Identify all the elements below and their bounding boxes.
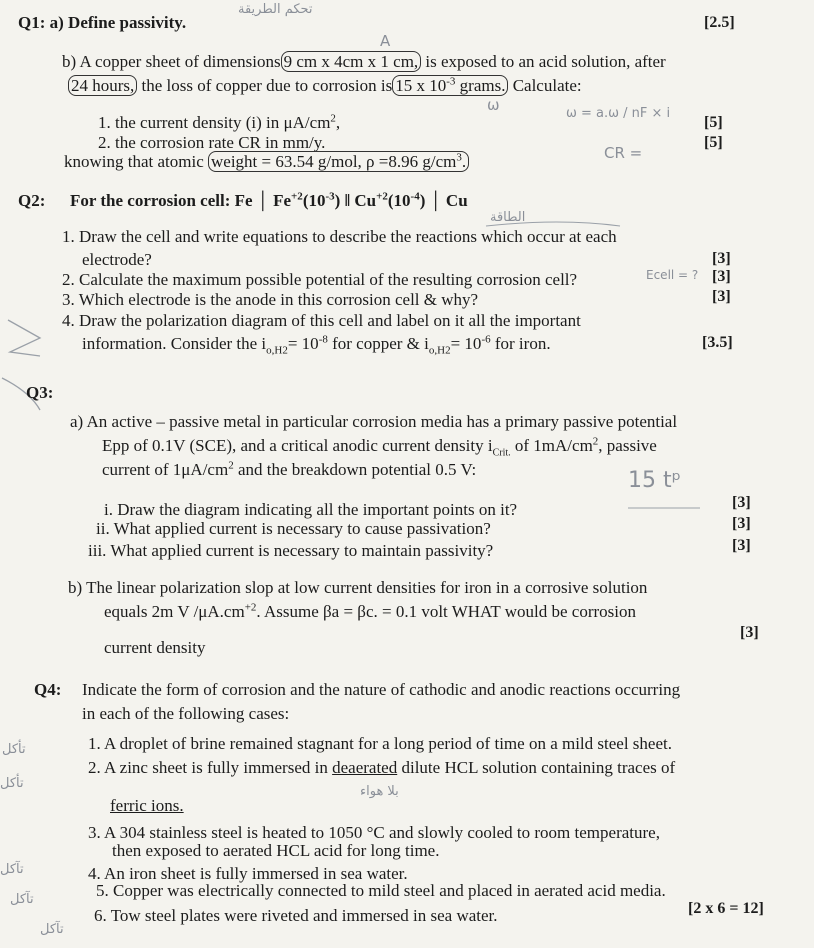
q3a-line2 <box>102 435 657 459</box>
q2-cu-close: ) <box>419 191 426 210</box>
q3a-ii: ii. What applied current is necessary to cause passivation? <box>96 519 491 538</box>
q3a-text-e: and the breakdown potential 0.5 V: <box>233 460 477 479</box>
handwritten-15: 15 tᵖ <box>628 468 682 493</box>
q2-item4-sub2: o,H2 <box>428 344 451 357</box>
q3a-line3 <box>102 460 476 480</box>
q2-fe-charge: +2 <box>291 190 303 203</box>
q1-constants-box <box>208 151 469 172</box>
handwritten-deaerated: بلا هواء <box>360 784 399 799</box>
q3a-i: i. Draw the diagram indicating all the important points on it? <box>104 500 518 519</box>
q3a-text-b: of 1mA/cm <box>510 436 593 455</box>
handwritten-side-5: تآكل <box>40 922 64 937</box>
q2-cu-charge: +2 <box>376 190 388 203</box>
q2-label: Q2: <box>18 191 46 210</box>
q1b-text-a: b) A copper sheet of dimensions <box>62 52 281 71</box>
handwritten-note-top: تحكم الطريقة <box>238 2 313 17</box>
q3b-line3: current density <box>104 638 206 657</box>
q2-sep1: │ <box>256 191 269 210</box>
handwritten-side-2: تأكل <box>0 776 24 791</box>
q2-cu-conc: (10 <box>387 191 411 210</box>
q4-case3-line2: then exposed to aerated HCL acid for long time. <box>112 841 440 860</box>
q1-constants: weight = 63.54 g/mol, ρ =8.96 g/cm <box>211 152 457 171</box>
q2-item3-mark: [3] <box>712 288 731 305</box>
q3a-iii-mark: [3] <box>732 537 751 554</box>
q2-item1-line1: 1. Draw the cell and write equations to describe the reactions which occur at each <box>62 227 617 246</box>
q2-item2-mark: [3] <box>712 268 731 285</box>
q4-case6: 6. Tow steel plates were riveted and immersed in sea water. <box>94 906 498 925</box>
q3a-ii-mark: [3] <box>732 515 751 532</box>
q2-salt-bridge: ‖ <box>344 191 351 210</box>
q1a-heading: Q1: a) Define passivity. <box>18 13 187 32</box>
handwritten-q2-note: الطاقة <box>490 210 526 225</box>
q4-case2-text-a: 2. A zinc sheet is fully immersed in <box>88 758 333 777</box>
pencil-underline <box>486 222 620 226</box>
q1-item1-sup: 2 <box>330 112 336 125</box>
q3a-i-mark: [3] <box>732 494 751 511</box>
q3a-icrit-sub: Crit. <box>492 447 511 459</box>
q2-fe-close: ) <box>334 191 341 210</box>
q1-item2: 2. the corrosion rate CR in mm/y. <box>98 133 326 152</box>
q2-item4-text-d: = 10 <box>450 334 482 353</box>
q3b-mark: [3] <box>740 624 759 641</box>
q1-item1-mark: [5] <box>704 114 723 131</box>
q3a-text-a: Epp of 0.1V (SCE), and a critical anodic current density i <box>102 436 493 455</box>
q3a-sup: 2 <box>592 435 599 448</box>
q2-cu-exp: -4 <box>410 190 420 203</box>
q1-item1 <box>98 113 340 133</box>
q1-item1-comma: , <box>335 113 341 132</box>
handwritten-formula: ω = a.ω / nF × i <box>566 106 671 121</box>
q4-intro-line1: Indicate the form of corrosion and the nature of cathodic and anodic reactions occurring <box>82 680 681 699</box>
q4-case2-text-b: dilute HCL solution containing traces of <box>397 758 676 777</box>
q1b-line1 <box>62 52 666 72</box>
q2-item4-text-e: for iron. <box>490 334 551 353</box>
q2-sep3: │ <box>429 191 442 210</box>
q3b-text-a: equals 2m V /μA.cm <box>104 602 245 621</box>
handwritten-omega: ω <box>487 96 500 114</box>
q1b-text-c: the loss of copper due to corrosion is <box>141 76 393 95</box>
q2-cell-fe: For the corrosion cell: Fe <box>70 191 253 210</box>
q1b-mass-unit: grams. <box>455 76 506 95</box>
q1b-mass-box <box>392 75 508 96</box>
q4-case5: 5. Copper was electrically connected to mild steel and placed in aerated acid media. <box>96 881 666 900</box>
q4-case2-line1 <box>88 758 675 778</box>
q3b-line1: b) The linear polarization slop at low current densities for iron in a corrosive solution <box>68 578 648 597</box>
q1-constants-sup: 3 <box>456 151 462 164</box>
q2-item1-mark: [3] <box>712 250 731 267</box>
q2-item4-exp2: -6 <box>481 333 491 346</box>
q2-item4-sub1: o,H2 <box>266 344 288 357</box>
q2-item4-exp1: -8 <box>318 333 328 346</box>
q3b-sup: +2 <box>244 601 257 614</box>
handwritten-side-4: تآكل <box>10 892 34 907</box>
q2-item3: 3. Which electrode is the anode in this corrosion cell & why? <box>62 290 479 309</box>
q2-item1-line2: electrode? <box>82 250 152 269</box>
q4-case2-line2: ferric ions. <box>110 796 184 815</box>
q1b-mass: 15 x 10 <box>395 76 447 95</box>
q1b-mass-exp: -3 <box>446 75 456 88</box>
q1-knowing-text: knowing that atomic <box>64 152 204 171</box>
q4-label: Q4: <box>34 680 62 699</box>
q2-fe-ion: Fe <box>273 191 292 210</box>
handwritten-cr: CR = <box>604 144 643 162</box>
q3a-sup2: 2 <box>228 459 234 472</box>
handwritten-side-1: تأكل <box>2 742 26 757</box>
q4-case3-line1: 3. A 304 stainless steel is heated to 1050 °C and slowly cooled to room temperature, <box>88 823 660 842</box>
q4-intro-line2: in each of the following cases: <box>82 704 290 723</box>
q1a-mark: [2.5] <box>704 14 735 31</box>
q2-item4-text-b: = 10 <box>287 334 319 353</box>
handwritten-a: A <box>380 32 391 50</box>
q3a-text-c: , passive <box>598 436 657 455</box>
q1b-dimensions: 9 cm x 4cm x 1 cm, <box>281 51 422 72</box>
q2-cu-electrode: Cu <box>445 191 468 210</box>
q3a-text-d: current of 1μA/cm <box>102 460 229 479</box>
q3a-iii: iii. What applied current is necessary to maintain passivity? <box>88 541 494 560</box>
handwritten-ecell: Ecell = ? <box>646 268 699 282</box>
pencil-sigma-mark <box>8 320 40 356</box>
q4-case1: 1. A droplet of brine remained stagnant for a long period of time on a mild steel sheet. <box>88 734 672 753</box>
q1-item1-text: 1. the current density (i) in μA/cm <box>98 113 331 132</box>
q2-fe-conc: (10 <box>302 191 326 210</box>
q2-item4-text-a: information. Consider the i <box>82 334 267 353</box>
q1b-text-b: is exposed to an acid solution, after <box>425 52 666 71</box>
q1b-line2 <box>68 76 582 96</box>
q2-item4-text-c: for copper & i <box>327 334 429 353</box>
q1-knowing <box>64 152 469 172</box>
q4-case2-deaerated: deaerated <box>332 758 398 777</box>
q2-item4-line2 <box>82 333 551 357</box>
q2-cell-notation <box>70 191 468 211</box>
q4-mark: [2 x 6 = 12] <box>688 900 764 917</box>
q2-fe-exp: -3 <box>325 190 335 203</box>
q1b-hours: 24 hours, <box>68 75 137 96</box>
q2-cu-ion: Cu <box>354 191 377 210</box>
q1b-calculate: Calculate: <box>512 76 582 95</box>
q1-item2-mark: [5] <box>704 134 723 151</box>
q2-item4-line1: 4. Draw the polarization diagram of this cell and label on it all the important <box>62 311 581 330</box>
q1-constants-end: . <box>461 152 467 171</box>
q3a-line1: a) An active – passive metal in particular corrosion media has a primary passive potential <box>70 412 678 431</box>
q3b-line2 <box>104 602 636 622</box>
q2-item2: 2. Calculate the maximum possible potential of the resulting corrosion cell? <box>62 270 578 289</box>
q4-case4: 4. An iron sheet is fully immersed in sea water. <box>88 864 408 883</box>
q3-label: Q3: <box>26 383 54 402</box>
q3b-text-b: . Assume βa = βc. = 0.1 volt WHAT would be corrosion <box>256 602 637 621</box>
q2-item4-mark: [3.5] <box>702 334 733 351</box>
handwritten-side-3: تآكل <box>0 862 24 877</box>
